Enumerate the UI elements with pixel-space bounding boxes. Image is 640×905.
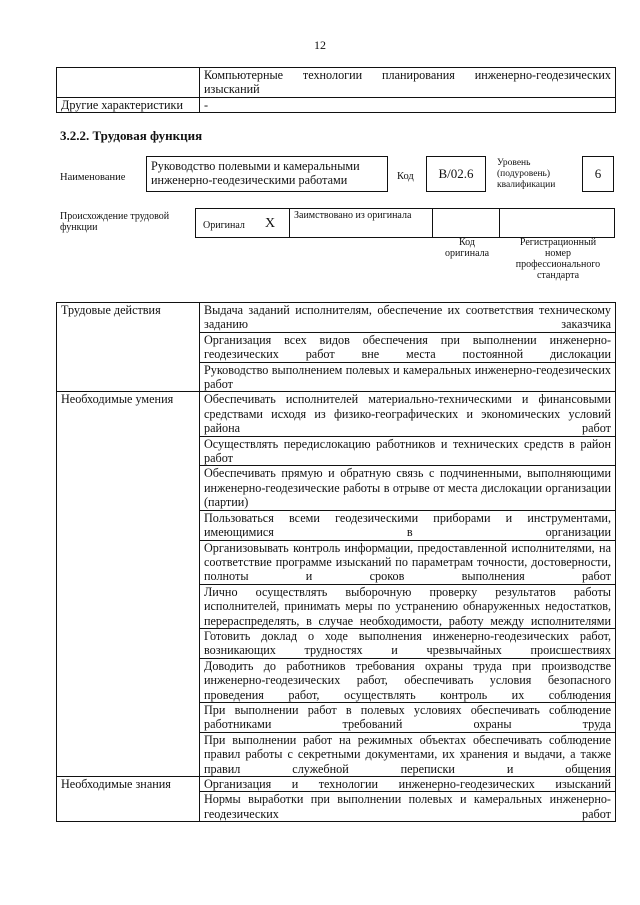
- top-table: [56, 67, 616, 113]
- main-table: [56, 302, 616, 822]
- skills-label: Необходимые умения: [57, 392, 200, 777]
- reg-number-caption: Регистрационный номер профессионального стандарта: [515, 237, 601, 281]
- origin-label: Происхождение трудовой функции: [60, 211, 170, 233]
- code-label: Код: [397, 171, 414, 182]
- top-table-row: [57, 68, 616, 98]
- original-mark: X: [265, 216, 276, 231]
- skill-cell: [200, 510, 616, 540]
- level-value-box: [582, 156, 614, 192]
- labor-action-text: Руководство выполнением полевых и камеральных инженерно-геодезических работ: [204, 362, 611, 392]
- code-value: B/02.6: [438, 166, 474, 181]
- skill-text: Обеспечивать прямую и обратную связь с подчиненными, выполняющими инженерно-геодезические работы в отрыве от места дислокации организации (партии): [204, 466, 611, 510]
- table-row: [57, 392, 616, 436]
- skill-cell: [200, 540, 616, 584]
- origin-divider: [289, 208, 290, 238]
- code-caption: Код оригинала: [444, 237, 490, 259]
- table-row: [57, 777, 616, 792]
- labor-actions-label: Трудовые действия: [57, 303, 200, 392]
- skill-text: Осуществлять передислокацию работников и технических средств в район работ: [204, 436, 611, 466]
- skill-text: Доводить до работников требования охраны труда при производстве инженерно-геодезических работ, обеспечивать условия безопасного проведения работ, осуществлять контроль их соблюдения: [204, 658, 611, 702]
- skill-cell: [200, 658, 616, 702]
- knowledge-text: Нормы выработки при выполнении полевых и камеральных инженерно-геодезических работ: [204, 792, 611, 821]
- origin-divider: [432, 208, 433, 238]
- skill-cell: [200, 628, 616, 658]
- name-value-box: [146, 156, 388, 192]
- borrowed-label: Заимствовано из оригинала: [294, 210, 412, 221]
- skill-text: При выполнении работ в полевых условиях обеспечивать соблюдение работниками требований охраны труда: [204, 702, 611, 732]
- knowledge-label: Необходимые знания: [57, 777, 200, 822]
- skill-cell: [200, 732, 616, 776]
- other-characteristics-label: Другие характеристики: [57, 98, 200, 113]
- skill-text: Лично осуществлять выборочную проверку результатов работы исполнителей, принимать меры по устранению обнаруженных недостатков, перераспределять, в случае необходимости, работу между исполнителями: [204, 584, 611, 628]
- knowledge-text: Организация и технологии инженерно-геодезических изысканий: [204, 777, 611, 791]
- page-number: 12: [314, 38, 326, 52]
- labor-action-text: Выдача заданий исполнителям, обеспечение их соответствия техническому заданию заказчика: [204, 303, 611, 332]
- skill-text: Пользоваться всеми геодезическими приборами и инструментами, имеющимися в организации: [204, 510, 611, 540]
- table-row: [57, 303, 616, 333]
- labor-action-cell: [200, 303, 616, 333]
- code-value-box: [426, 156, 486, 192]
- name-label: Наименование: [60, 172, 126, 183]
- top-table-row: [57, 98, 616, 113]
- skill-cell: [200, 584, 616, 628]
- level-value: 6: [594, 166, 602, 181]
- other-characteristics-value: -: [200, 98, 616, 113]
- original-label: Оригинал: [203, 220, 245, 231]
- labor-action-text: Организация всех видов обеспечения при выполнении инженерно-геодезических работ вне места постоянной дислокации: [204, 332, 611, 362]
- skill-cell: [200, 466, 616, 510]
- knowledge-cell: [200, 777, 616, 792]
- skill-cell: [200, 436, 616, 466]
- section-title: 3.2.2. Трудовая функция: [60, 128, 203, 143]
- level-label: Уровень (подуровень) квалификации: [497, 158, 556, 190]
- skill-text: При выполнении работ на режимных объектах обеспечивать соблюдение правил работы с секретными документами, их хранения и выдачи, а также правил служебной переписки и общения: [204, 732, 611, 776]
- name-value: Руководство полевыми и камеральными инженерно-геодезическими работами: [151, 159, 360, 188]
- top-table-empty-cell: [57, 68, 200, 98]
- skill-text: Обеспечивать исполнителей материально-техническими и финансовыми средствами исходя из физико-географических и экономических условий района работ: [204, 392, 611, 436]
- top-row-text: Компьютерные технологии планирования инженерно-геодезических изысканий: [204, 68, 611, 97]
- top-table-text-cell: [200, 68, 616, 98]
- origin-divider: [499, 208, 500, 238]
- skill-text: Готовить доклад о ходе выполнения инженерно-геодезических работ, возникающих трудностях и чрезвычайных происшествиях: [204, 628, 611, 658]
- labor-action-cell: [200, 362, 616, 392]
- knowledge-cell: [200, 792, 616, 822]
- labor-action-cell: [200, 332, 616, 362]
- skill-text: Организовывать контроль информации, предоставленной исполнителями, на соответствие программе изысканий по параметрам точности, достоверности, полноты и сроков выполнения работ: [204, 540, 611, 584]
- skill-cell: [200, 392, 616, 436]
- skill-cell: [200, 702, 616, 732]
